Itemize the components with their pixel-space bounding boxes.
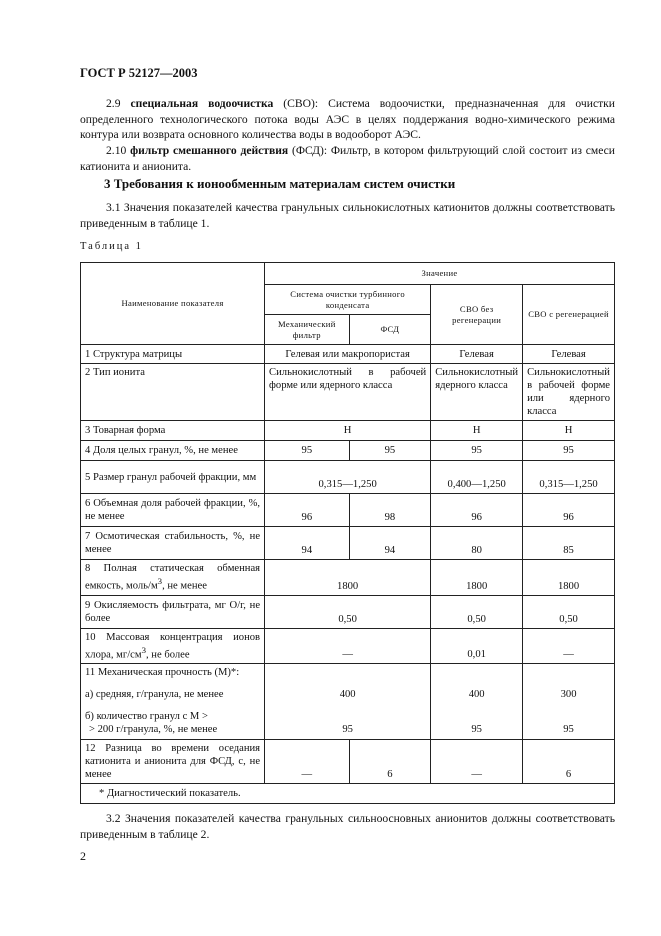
term-svo: специальная водоочистка xyxy=(130,97,274,110)
row-label: 9 Окисляемость фильтрата, мг О/г, не более xyxy=(81,595,265,628)
header-turbine-system: Система очистки турбинного конденсата xyxy=(265,285,431,315)
table-row: 4 Доля целых гранул, %, не менее 95 95 95 95 xyxy=(81,441,615,461)
row-label: 2 Тип ионита xyxy=(81,364,265,421)
table-row: 1 Структура матрицы Гелевая или макропористая Гелевая Гелевая xyxy=(81,345,615,364)
table-row: 11 Механическая прочность (М)*: а) средняя, г/гранула, не менее б) количество гранул с М > > 200 г/гранула, %, не менее 400 95 400 95 300 95 xyxy=(81,664,615,740)
table-1 xyxy=(80,262,615,804)
header-mech-filter: Механический фильтр xyxy=(265,315,350,345)
row-label: 10 Массовая концентрация ионов хлора, $мг/см^3$, не более xyxy=(81,628,265,664)
row-label: 3 Товарная форма xyxy=(81,421,265,441)
section-3-title: 3 Требования к ионообменным материалам систем очистки xyxy=(104,176,456,191)
table-row: 10 Массовая концентрация ионов хлора, $мг/см^3$, не более — 0,01 — xyxy=(81,628,615,664)
table-row: 6 Объемная доля рабочей фракции, %, не менее 96 98 96 96 xyxy=(81,494,615,527)
definition-2-10: 2.10 фильтр смешанного действия (ФСД): Фильтр, в котором фильтрующий слой состоит из смеси катионита и анионита. xyxy=(80,144,615,173)
document-header: ГОСТ Р 52127—2003 xyxy=(80,66,198,80)
header-svo-regen: СВО с регенерацией xyxy=(523,285,615,345)
table-footnote: * Диагностический показатель. xyxy=(81,784,615,804)
table-row: 5 Размер гранул рабочей фракции, мм 0,315—1,250 0,400—1,250 0,315—1,250 xyxy=(81,461,615,494)
header-fsd: ФСД xyxy=(349,315,431,345)
table-row: 12 Разница во времени оседания катионита и анионита для ФСД, с, не менее — 6 — 6 xyxy=(81,740,615,784)
definition-2-9: 2.9 специальная водоочистка (СВО): Система водоочистки, предназначенная для очистки определенного технологического потока воды АЭС в целях поддержания водно-химического режима контура или возврата основного количества воды в водооборот АЭС. xyxy=(80,97,615,141)
table-row: 3 Товарная форма Н Н Н xyxy=(81,421,615,441)
row-label: 12 Разница во времени оседания катионита и анионита для ФСД, с, не менее xyxy=(81,740,265,784)
row-label: 11 Механическая прочность (М)*: а) средняя, г/гранула, не менее б) количество гранул с М > > 200 г/гранула, %, не менее xyxy=(81,664,265,740)
row-label: 8 Полная статическая обменная емкость, моль/$м^3$, не менее xyxy=(81,560,265,596)
table-row: 7 Осмотическая стабильность, %, не менее 94 94 80 85 xyxy=(81,527,615,560)
paragraph-3-2: 3.2 Значения показателей качества гранульных сильноосновных анионитов должны соответствовать приведенным в таблице 2. xyxy=(80,812,615,841)
row-label: 5 Размер гранул рабочей фракции, мм xyxy=(81,461,265,494)
header-svo-no-regen: СВО без регенерации xyxy=(431,285,523,345)
table-row: 9 Окисляемость фильтрата, мг О/г, не более 0,50 0,50 0,50 xyxy=(81,595,615,628)
row-label: 4 Доля целых гранул, %, не менее xyxy=(81,441,265,461)
row-label: 6 Объемная доля рабочей фракции, %, не менее xyxy=(81,494,265,527)
page-number: 2 xyxy=(80,849,86,863)
paragraph-3-1: 3.1 Значения показателей качества гранульных сильнокислотных катионитов должны соответствовать приведенным в таблице 1. xyxy=(80,201,615,230)
table-row: 8 Полная статическая обменная емкость, моль/$м^3$, не менее 1800 1800 1800 xyxy=(81,560,615,596)
term-fsd: фильтр смешанного действия xyxy=(130,144,289,157)
table-row: 2 Тип ионита Сильнокислотный в рабочей форме или ядерного класса Сильнокислотный ядерного класса Сильнокислотный в рабочей форме или ядерного класса xyxy=(81,364,615,421)
table-caption: Таблица 1 xyxy=(80,241,143,252)
row-label: 1 Структура матрицы xyxy=(81,345,265,364)
header-value: Значение xyxy=(265,263,615,285)
header-indicator-name: Наименование показателя xyxy=(81,263,265,345)
row-label: 7 Осмотическая стабильность, %, не менее xyxy=(81,527,265,560)
